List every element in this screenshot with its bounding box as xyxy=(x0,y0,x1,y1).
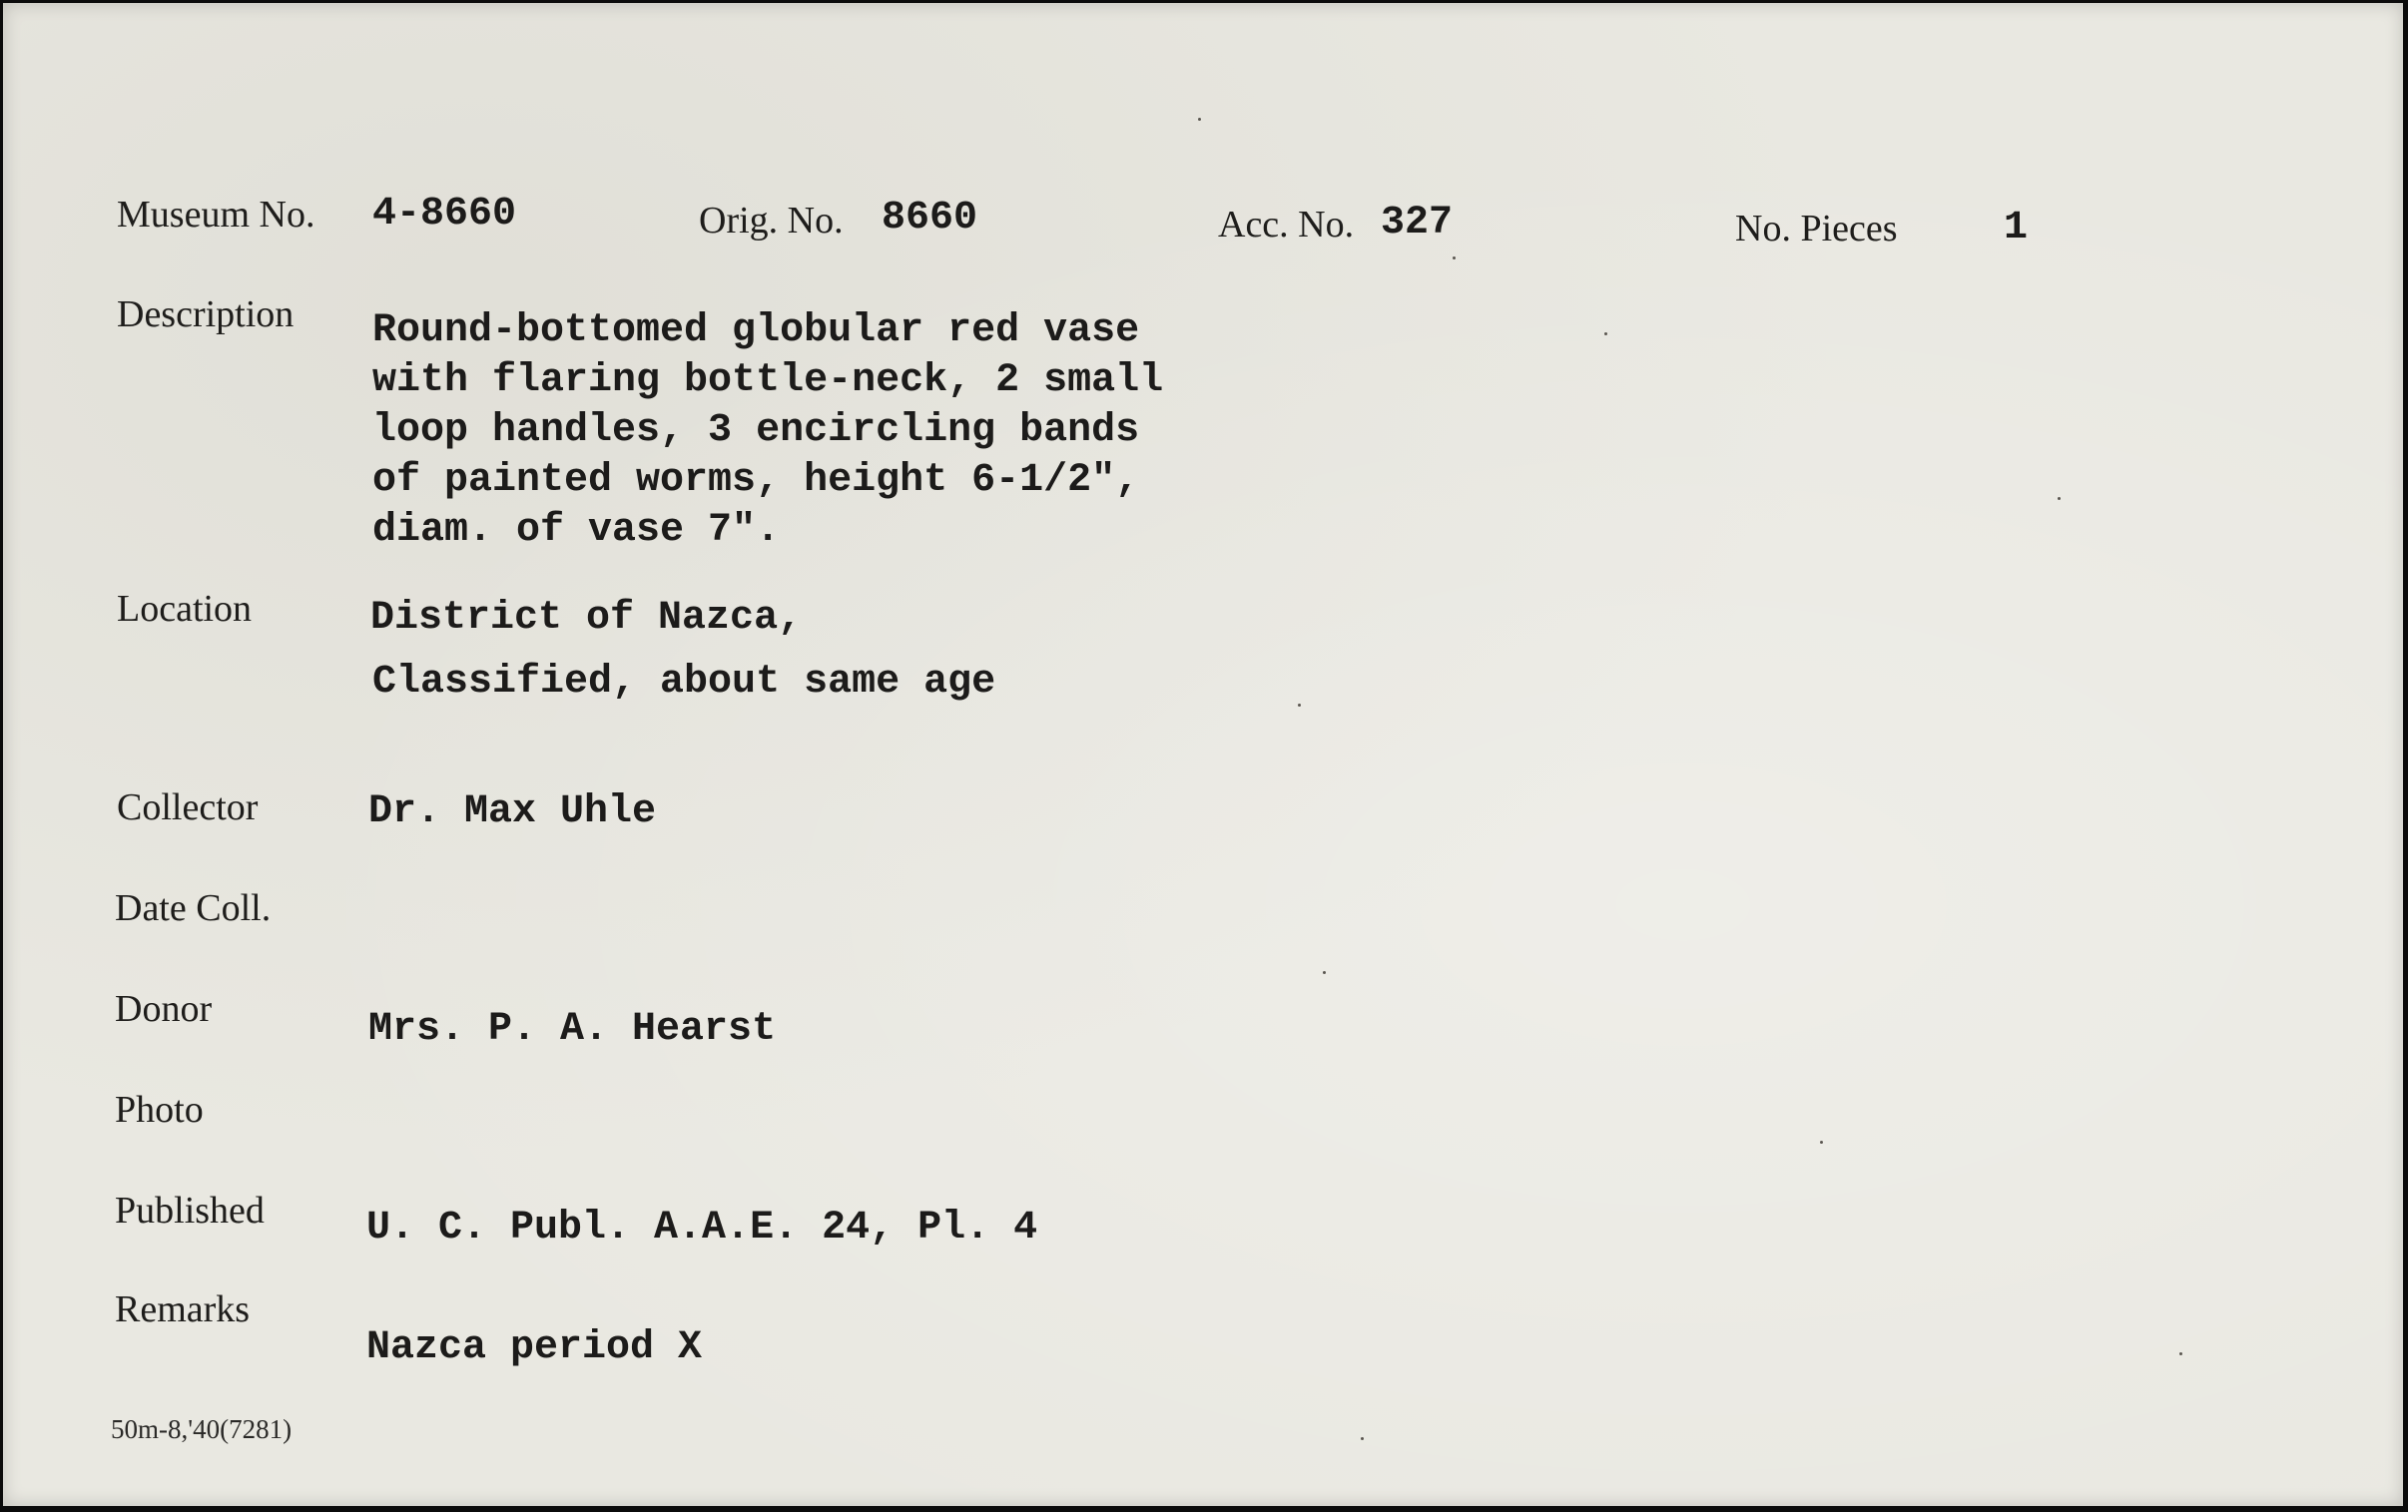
paper-speck xyxy=(1298,704,1301,707)
museum-no-value: 4-8660 xyxy=(372,192,517,237)
paper-speck xyxy=(1361,1437,1364,1440)
description-label: Description xyxy=(117,293,295,335)
collector-label: Collector xyxy=(117,786,259,828)
no-pieces-value: 1 xyxy=(2004,206,2029,251)
orig-no-label: Orig. No. xyxy=(699,200,844,242)
paper-speck xyxy=(1323,971,1326,974)
collector-value: Dr. Max Uhle xyxy=(368,789,657,834)
paper-speck xyxy=(1453,256,1456,259)
paper-speck xyxy=(2179,1352,2182,1355)
published-label: Published xyxy=(115,1190,265,1232)
description-line: with flaring bottle-neck, 2 small xyxy=(372,358,1164,403)
acc-no-value: 327 xyxy=(1381,201,1454,246)
location-label: Location xyxy=(117,588,253,630)
no-pieces-label: No. Pieces xyxy=(1735,208,1898,250)
description-line: loop handles, 3 encircling bands xyxy=(372,408,1140,453)
description-line: diam. of vase 7". xyxy=(372,508,781,553)
museum-no-label: Museum No. xyxy=(117,194,315,236)
paper-speck xyxy=(2058,497,2061,500)
donor-label: Donor xyxy=(115,988,213,1030)
orig-no-value: 8660 xyxy=(882,196,978,241)
paper-speck xyxy=(1820,1141,1823,1144)
description-line: Round-bottomed globular red vase xyxy=(372,308,1140,353)
paper-speck xyxy=(1604,332,1607,335)
remarks-label: Remarks xyxy=(115,1288,251,1330)
catalog-card xyxy=(3,3,2403,1506)
photo-label: Photo xyxy=(115,1089,204,1131)
description-line: of painted worms, height 6-1/2", xyxy=(372,458,1140,503)
location-line: Classified, about same age xyxy=(372,660,996,705)
donor-value: Mrs. P. A. Hearst xyxy=(368,1007,777,1052)
date-coll-label: Date Coll. xyxy=(115,887,272,929)
published-value: U. C. Publ. A.A.E. 24, Pl. 4 xyxy=(366,1206,1038,1251)
remarks-value: Nazca period X xyxy=(366,1325,703,1370)
description-text xyxy=(372,306,1163,556)
location-line: District of Nazca, xyxy=(370,596,803,641)
print-code: 50m-8,'40(7281) xyxy=(111,1414,293,1444)
acc-no-label: Acc. No. xyxy=(1218,204,1355,246)
paper-speck xyxy=(1198,118,1201,121)
